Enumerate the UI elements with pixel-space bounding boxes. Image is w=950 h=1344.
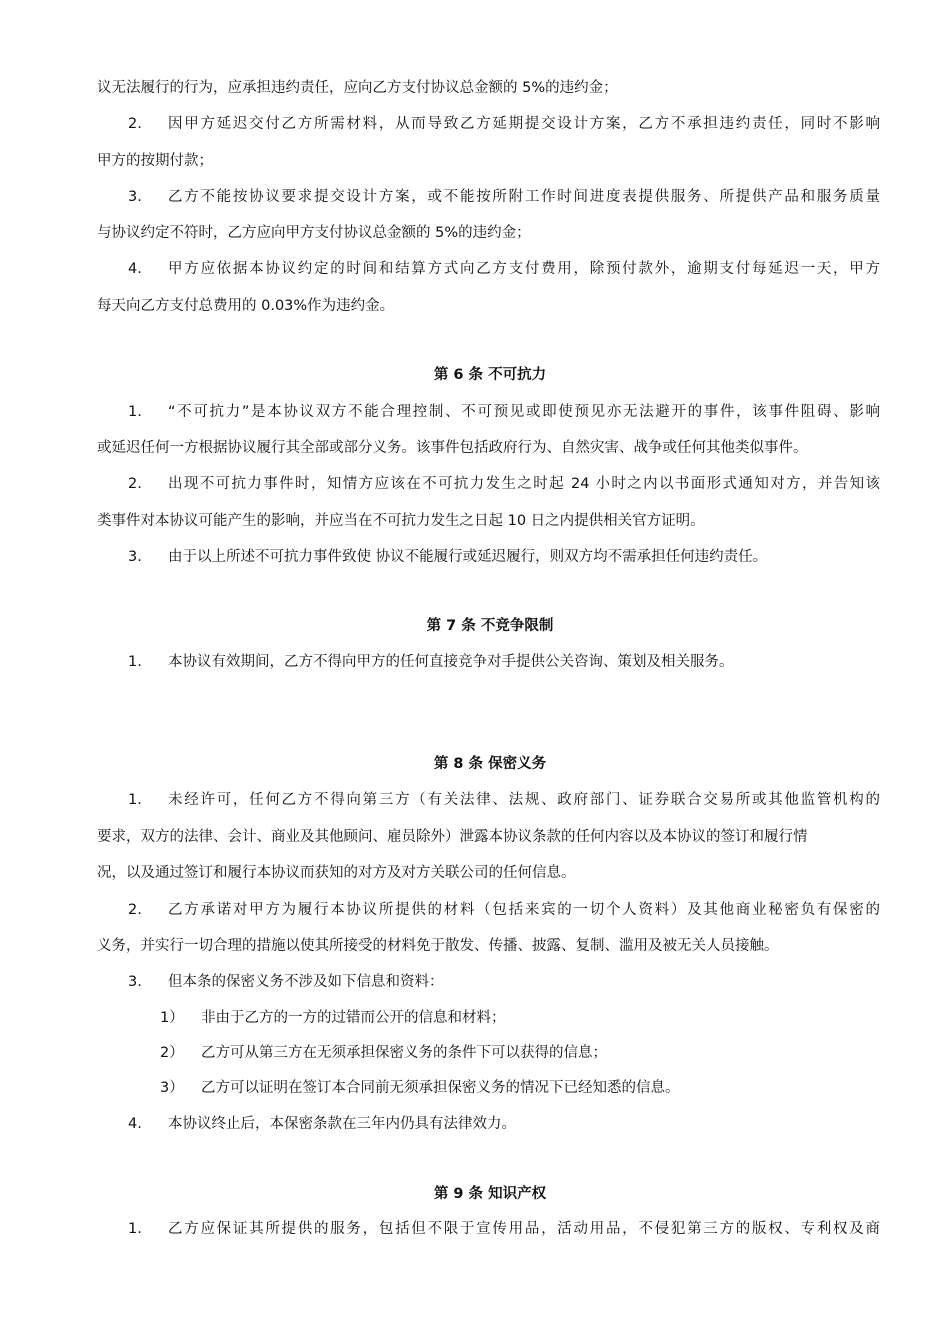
article-heading: 第 7 条 不竞争限制 — [426, 618, 554, 634]
item-number: 1. — [128, 792, 142, 808]
subitem-text: 乙方可以证明在签订本合同前无须承担保密义务的情况下已经知悉的信息。 — [201, 1080, 680, 1096]
item-text: 乙方应保证其所提供的服务，包括但不限于宣传用品，活动用品，不侵犯第三方的版权、专利权及商 — [168, 1221, 880, 1237]
item-text-continuation: 类事件对本协议可能产生的影响，并应当在不可抗力发生之日起 10 日之内提供相关官方证明。 — [97, 513, 705, 529]
item-text-continuation: 要求，双方的法律、会计、商业及其他顾问、雇员除外）泄露本协议条款的任何内容以及本协议的签订和履行情 — [97, 829, 808, 845]
subitem-text: 乙方可从第三方在无须承担保密义务的条件下可以获得的信息； — [201, 1045, 607, 1061]
item-number: 1. — [128, 654, 142, 670]
article-heading: 第 8 条 保密义务 — [433, 756, 547, 772]
item-number: 3. — [128, 189, 142, 205]
subitem-number: 1） — [160, 1010, 184, 1026]
item-text-continuation: 义务，并实行一切合理的措施以使其所接受的材料免于散发、传播、披露、复制、滥用及被无关人员接触。 — [97, 938, 779, 954]
item-text: 出现不可抗力事件时，知情方应该在不可抗力发生之时起 24 小时之内以书面形式通知对方，并告知该 — [168, 476, 880, 492]
item-text: 未经许可，任何乙方不得向第三方（有关法律、法规、政府部门、证券联合交易所或其他监管机构的 — [168, 792, 880, 808]
item-text: 本协议终止后，本保密条款在三年内仍具有法律效力。 — [168, 1116, 516, 1132]
subitem-number: 2） — [160, 1045, 184, 1061]
item-text: 因甲方延迟交付乙方所需材料，从而导致乙方延期提交设计方案，乙方不承担违约责任，同时不影响 — [168, 116, 880, 132]
item-text: “不可抗力”是本协议双方不能合理控制、不可预见或即使预见亦无法避开的事件，该事件阻碍、影响 — [168, 404, 880, 420]
item-text-continuation: 每天向乙方支付总费用的 0.03%作为违约金。 — [97, 298, 395, 314]
item-text: 甲方应依据本协议约定的时间和结算方式向乙方支付费用，除预付款外，逾期支付每延迟一天，甲方 — [168, 261, 880, 277]
item-number: 3. — [128, 549, 142, 565]
item-text-continuation: 甲方的按期付款； — [97, 153, 213, 169]
item-number: 3. — [128, 974, 142, 990]
item-text-continuation: 与协议约定不符时，乙方应向甲方支付协议总金额的 5%的违约金； — [97, 225, 531, 241]
item-number: 1. — [128, 1221, 142, 1237]
item-number: 2. — [128, 116, 142, 132]
item-number: 4. — [128, 261, 142, 277]
item-text: 由于以上所述不可抗力事件致使 协议不能履行或延迟履行，则双方均不需承担任何违约责任。 — [168, 549, 768, 565]
subitem-number: 3） — [160, 1080, 184, 1096]
item-text: 但本条的保密义务不涉及如下信息和资料： — [168, 974, 444, 990]
item-number: 2. — [128, 902, 142, 918]
item-text: 乙方不能按协议要求提交设计方案，或不能按所附工作时间进度表提供服务、所提供产品和服务质量 — [168, 189, 880, 205]
item-text-continuation: 或延迟任何一方根据协议履行其全部或部分义务。该事件包括政府行为、自然灾害、战争或任何其他类似事件。 — [97, 440, 808, 456]
paragraph-continuation: 议无法履行的行为，应承担违约责任，应向乙方支付协议总金额的 5%的违约金； — [97, 80, 618, 96]
item-number: 1. — [128, 404, 142, 420]
subitem-text: 非由于乙方的一方的过错而公开的信息和材料； — [201, 1010, 506, 1026]
item-text-continuation: 况，以及通过签订和履行本协议而获知的对方及对方关联公司的任何信息。 — [97, 865, 576, 881]
item-number: 2. — [128, 476, 142, 492]
article-heading: 第 9 条 知识产权 — [433, 1186, 547, 1202]
item-text: 乙方承诺对甲方为履行本协议所提供的材料（包括来宾的一切个人资料）及其他商业秘密负有保密的 — [168, 902, 880, 918]
item-text: 本协议有效期间，乙方不得向甲方的任何直接竞争对手提供公关咨询、策划及相关服务。 — [168, 654, 734, 670]
article-heading: 第 6 条 不可抗力 — [433, 367, 547, 383]
item-number: 4. — [128, 1116, 142, 1132]
